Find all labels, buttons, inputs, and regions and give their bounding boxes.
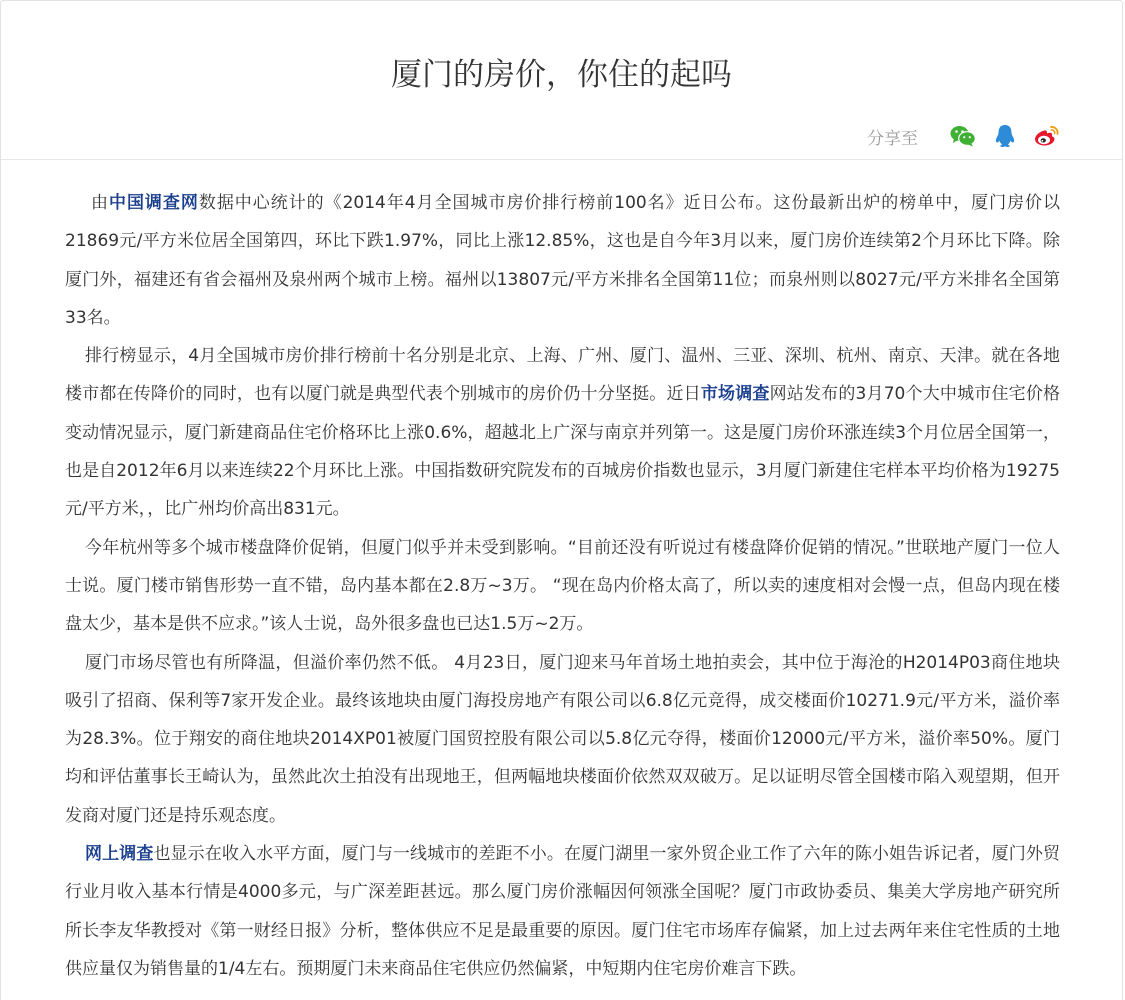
link-china-survey-net[interactable]: 中国调查网 bbox=[108, 193, 199, 213]
share-bar bbox=[867, 121, 1060, 151]
link-online-survey[interactable]: 网上调查 bbox=[85, 844, 154, 865]
article-body bbox=[1, 160, 1122, 988]
wechat-icon[interactable] bbox=[950, 123, 976, 149]
article-header bbox=[1, 1, 1122, 160]
paragraph-2-after: 网站发布的3月70个大中城市住宅价格变动情况显示，厦门新建商品住宅价格环比上涨0.6%，超越北上广深与南京并列第一。这是厦门房价环涨连续3个月位居全国第一，也是自2012年6月以来连续22个月环比上涨。中国指数研究院发布的百城房价指数也显示，3月厦门新建住宅样本平均价格为19275元/平方米，，比广州均价高出831元。 bbox=[65, 384, 1061, 520]
paragraph-2 bbox=[65, 337, 1060, 528]
paragraph-5-after: 也显示在收入水平方面，厦门与一线城市的差距不小。在厦门湖里一家外贸企业工作了六年的陈小姐告诉记者，厦门外贸行业月收入基本行情是4000多元，与广深差距甚远。那么厦门房价涨幅因何领涨全国呢？厦门市政协委员、集美大学房地产研究所所长李友华教授对《第一财经日报》分析，整体供应不足是最重要的原因。厦门住宅市场库存偏紧，加上过去两年来住宅性质的土地供应量仅为销售量的1/4左右。预期厦门未来商品住宅供应仍然偏紧，中短期内住宅房价难言下跌。 bbox=[65, 844, 1061, 979]
paragraph-1-after: 数据中心统计的《2014年4月全国城市房价排行榜前100名》近日公布。这份最新出炉的榜单中，厦门房价以21869元/平方米位居全国第四，环比下跌1.97%，同比上涨12.85%，这也是自今年3月以来，厦门房价连续第2个月环比下降。除厦门外，福建还有省会福州及泉州两个城市上榜。福州以13807元/平方米排名全国第11位；而泉州则以8027元/平方米排名全国第33名。 bbox=[65, 193, 1061, 328]
paragraph-3: 今年杭州等多个城市楼盘降价促销，但厦门似乎并未受到影响。“目前还没有听说过有楼盘降价促销的情况。”世联地产厦门一位人士说。厦门楼市销售形势一直不错，岛内基本都在2.8万~3万。 “现在岛内价格太高了，所以卖的速度相对会慢一点，但岛内现在楼盘太少，基本是供不应求。”该人士说，岛外很多盘也已达1.5万~2万。 bbox=[65, 537, 1060, 635]
share-label: 分享至 bbox=[867, 128, 918, 149]
weibo-icon[interactable] bbox=[1034, 123, 1060, 149]
paragraph-5 bbox=[65, 835, 1060, 988]
paragraph-4: 厦门市场尽管也有所降温，但溢价率仍然不低。 4月23日，厦门迎来马年首场土地拍卖会，其中位于海沧的H2014P03商住地块吸引了招商、保利等7家开发企业。最终该地块由厦门海投房地产有限公司以6.8亿元竞得，成交楼面价10271.9元/平方米，溢价率为28.3%。位于翔安的商住地块2014XP01被厦门国贸控股有限公司以5.8亿元夺得，楼面价12000元/平方米，溢价率50%。厦门均和评估董事长王崎认为，虽然此次土拍没有出现地王，但两幅地块楼面价依然双双破万。足以证明尽管全国楼市陷入观望期，但开发商对厦门还是持乐观态度。 bbox=[65, 652, 1060, 826]
link-market-survey[interactable]: 市场调查 bbox=[700, 384, 770, 405]
qq-icon[interactable] bbox=[992, 123, 1018, 149]
paragraph-1-before: 由 bbox=[91, 193, 109, 213]
article-title: 厦门的房价，你住的起吗 bbox=[391, 57, 732, 93]
paragraph-1 bbox=[65, 184, 1060, 337]
paragraph-2-before: 排行榜显示，4月全国城市房价排行榜前十名分别是北京、上海、广州、厦门、温州、三亚、深圳、杭州、南京、天津。就在各地楼市都在传降价的同时，也有以厦门就是典型代表个别城市的房价仍十分坚挺。近日 bbox=[65, 346, 1060, 405]
